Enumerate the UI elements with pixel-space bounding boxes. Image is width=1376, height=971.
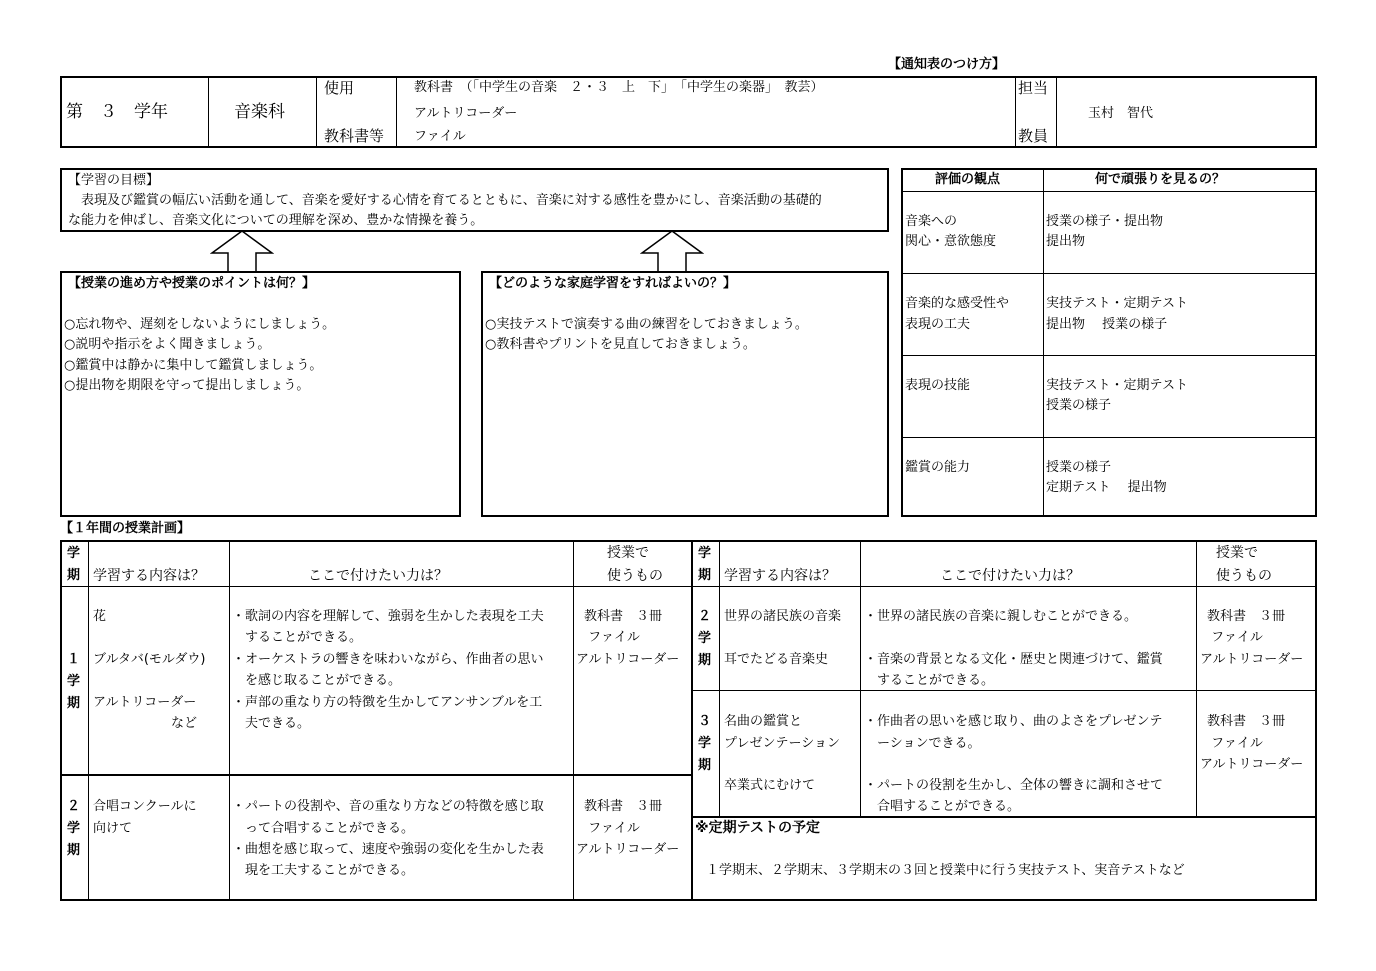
term3-skill-4: ・パートの役割を生かし、全体の響きに調和させて (864, 778, 1164, 793)
term2-skill-2: って合唱することができる。 (232, 821, 415, 836)
arrow-up-icon-2 (640, 229, 704, 273)
term1-material-2: ファイル (584, 630, 640, 645)
hdr-term-2-right: 期 (698, 568, 712, 583)
subject-label: 音楽科 (234, 102, 285, 122)
hdr-term-1: 学 (67, 546, 81, 561)
hdr-materials-1: 授業で (607, 545, 649, 561)
header-box (60, 76, 1317, 148)
points-title: 【授業の進め方や授業のポイントは何？】 (68, 276, 316, 291)
term2r-material-3: アルトリコーダー (1200, 652, 1304, 667)
home-item-2: ○教科書やプリントを見直しておきましょう。 (485, 337, 756, 352)
term2-material-1: 教科書 ３冊 (584, 799, 663, 814)
term2-label-2: 学 (67, 821, 81, 836)
hdr-skills: ここで付けたい力は？ (308, 568, 448, 584)
eval-means-1b: 提出物 (1046, 234, 1086, 249)
points-item-3: ○鑑賞中は静かに集中して鑑賞しましょう。 (64, 358, 323, 373)
eval-aspect-3: 表現の技能 (905, 378, 971, 393)
eval-means-4a: 授業の様子 (1046, 460, 1112, 475)
hdr-skills-right: ここで付けたい力は？ (940, 568, 1080, 584)
term1-material-3: アルトリコーダー (576, 652, 680, 667)
arrow-up-icon (210, 229, 274, 273)
term1-label-3: 期 (67, 696, 81, 711)
eval-means-4b: 定期テスト 提出物 (1046, 480, 1167, 495)
term1-skill-4: を感じ取ることができる。 (232, 673, 402, 688)
term2-material-2: ファイル (584, 821, 640, 836)
term1-label-2: 学 (67, 674, 81, 689)
eval-col1-header: 評価の観点 (935, 172, 1001, 187)
eval-aspect-4: 鑑賞の能力 (905, 460, 971, 475)
term3-skill-2: ーションできる。 (864, 736, 981, 751)
term3-content-4: 卒業式にむけて (724, 778, 816, 793)
term1-content-3: ブルタバ(モルダウ) (93, 652, 206, 667)
term2r-material-1: 教科書 ３冊 (1207, 609, 1286, 624)
hdr-content: 学習する内容は？ (93, 568, 205, 584)
goal-line-2: な能力を伸ばし、音楽文化についての理解を深め、豊かな情操を養う。 (68, 213, 484, 228)
term2r-skill-4: することができる。 (864, 673, 995, 688)
eval-means-1a: 授業の様子・提出物 (1046, 214, 1164, 229)
teacher-label-2: 教員 (1018, 127, 1049, 145)
eval-aspect-1a: 音楽への (905, 214, 958, 229)
eval-col2-header: 何で頑張りを見るの？ (1095, 172, 1226, 187)
term1-content-1: 花 (93, 609, 107, 624)
term3-material-1: 教科書 ３冊 (1207, 714, 1286, 729)
term1-skill-6: 夫できる。 (232, 716, 311, 731)
eval-means-2b: 提出物 授業の様子 (1046, 317, 1168, 332)
teacher-name: 玉村 智代 (1088, 106, 1154, 121)
hdr-content-right: 学習する内容は？ (724, 568, 836, 584)
goal-title: 【学習の目標】 (68, 173, 160, 188)
term2r-skill-1: ・世界の諸民族の音楽に親しむことができる。 (864, 609, 1138, 624)
term2r-skill-3: ・音楽の背景となる文化・歴史と関連づけて、鑑賞 (864, 652, 1163, 667)
hdr-materials-2-right: 使うもの (1216, 568, 1272, 584)
term2-material-3: アルトリコーダー (576, 842, 680, 857)
teacher-label-1: 担当 (1018, 79, 1049, 97)
notice-title: 【通知表のつけ方】 (888, 57, 1006, 72)
term3-material-3: アルトリコーダー (1200, 757, 1304, 772)
term2-label-1: ２ (67, 799, 81, 814)
term2r-content-3: 耳でたどる音楽史 (724, 652, 829, 667)
points-box (60, 271, 461, 517)
test-text: １学期末、２学期末、３学期末の３回と授業中に行う実技テスト、実音テストなど (706, 863, 1185, 878)
term1-skill-1: ・歌詞の内容を理解して、強弱を生かした表現を工夫 (232, 609, 544, 624)
hdr-materials-1-right: 授業で (1216, 545, 1258, 561)
hdr-term-1-right: 学 (698, 546, 712, 561)
textbook-label-2: 教科書等 (324, 127, 385, 145)
term2-skill-4: 現を工夫することができる。 (232, 863, 415, 878)
eval-aspect-2b: 表現の工夫 (905, 317, 971, 332)
points-item-2: ○説明や指示をよく聞きましょう。 (64, 337, 271, 352)
eval-means-3b: 授業の様子 (1046, 398, 1112, 413)
term3-label-2: 学 (698, 736, 712, 751)
home-title: 【どのような家庭学習をすればよいの？】 (489, 276, 737, 291)
term1-skill-5: ・声部の重なり方の特徴を生かしてアンサンブルを工 (232, 695, 543, 710)
plan-title: 【１年間の授業計画】 (60, 521, 191, 536)
home-item-1: ○実技テストで演奏する曲の練習をしておきましょう。 (485, 317, 808, 332)
term1-content-5: アルトリコーダー (93, 695, 197, 710)
term3-label-1: ３ (698, 714, 712, 729)
term1-content-6: など (93, 716, 198, 731)
home-box (481, 271, 889, 517)
term2r-material-2: ファイル (1207, 630, 1263, 645)
term2r-label-1: ２ (698, 609, 712, 624)
textbook-line-2: アルトリコーダー (414, 106, 518, 121)
eval-aspect-1b: 関心・意欲態度 (905, 234, 997, 249)
textbook-line-3: ファイル (414, 129, 466, 144)
term1-skill-2: することができる。 (232, 630, 363, 645)
goal-box (60, 168, 889, 232)
term3-label-3: 期 (698, 758, 712, 773)
term2-skill-1: ・パートの役割や、音の重なり方などの特徴を感じ取 (232, 799, 544, 814)
eval-means-3a: 実技テスト・定期テスト (1046, 378, 1188, 393)
term3-skill-5: 合唱することができる。 (864, 799, 1021, 814)
points-item-4: ○提出物を期限を守って提出しましょう。 (64, 378, 310, 393)
term2r-content-1: 世界の諸民族の音楽 (724, 609, 842, 624)
term2-skill-3: ・曲想を感じ取って、速度や強弱の変化を生かした表 (232, 842, 544, 857)
hdr-materials-2: 使うもの (607, 568, 663, 584)
hdr-term-2: 期 (67, 568, 81, 583)
textbook-label-1: 使用 (324, 79, 355, 97)
term3-content-1: 名曲の鑑賞と (724, 714, 803, 729)
grade-label: 第 ３ 学年 (66, 102, 168, 122)
term1-label-1: １ (67, 652, 81, 667)
term2-label-3: 期 (67, 843, 81, 858)
term3-skill-1: ・作曲者の思いを感じ取り、曲のよさをプレゼンテ (864, 714, 1163, 729)
term2-content-1: 合唱コンクールに (93, 799, 197, 814)
term3-material-2: ファイル (1207, 736, 1263, 751)
term2-content-2: 向けて (93, 821, 133, 836)
term1-skill-3: ・オーケストラの響きを味わいながら、作曲者の思い (232, 652, 544, 667)
term1-material-1: 教科書 ３冊 (584, 609, 663, 624)
eval-means-2a: 実技テスト・定期テスト (1046, 296, 1188, 311)
points-item-1: ○忘れ物や、遅刻をしないようにしましょう。 (64, 317, 336, 332)
evaluation-table (901, 168, 1317, 517)
eval-aspect-2a: 音楽的な感受性や (905, 296, 1010, 311)
term3-content-2: プレゼンテーション (724, 736, 840, 751)
plan-table (60, 540, 1317, 901)
term2r-label-2: 学 (698, 631, 712, 646)
term2r-label-3: 期 (698, 653, 712, 668)
textbook-line-1: 教科書 （「中学生の音楽 ２・３ 上 下」 「中学生の楽器」 教芸） (414, 80, 824, 95)
goal-line-1: 表現及び鑑賞の幅広い活動を通して、音楽を愛好する心情を育てるとともに、音楽に対する感性を豊かにし、音楽活動の基礎的 (68, 193, 822, 208)
test-title: ※定期テストの予定 (695, 820, 821, 836)
